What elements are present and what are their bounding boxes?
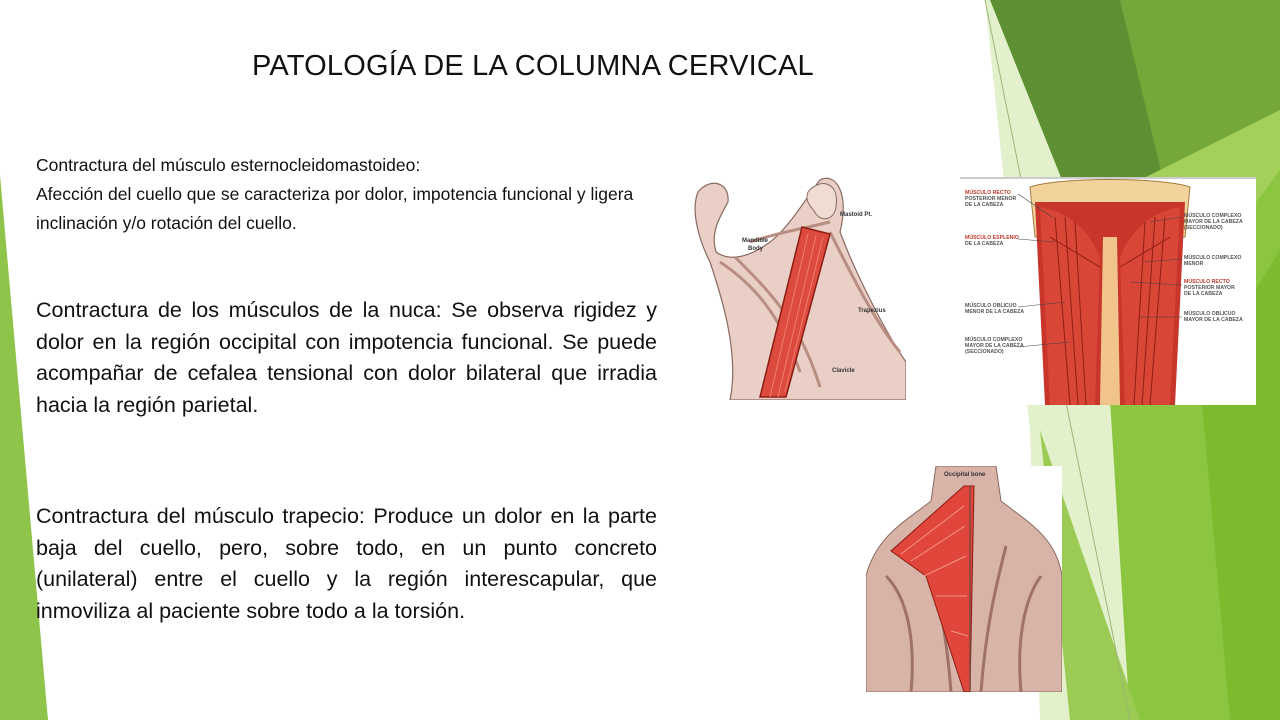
label-occipital: Occipital bone xyxy=(944,472,986,478)
label-complexo-right-1: MÚSCULO COMPLEXO xyxy=(1184,213,1242,219)
label-oblicuo-menor-2: MENOR DE LA CABEZA xyxy=(965,309,1025,315)
paragraph-sternocleidomastoid xyxy=(36,151,636,238)
label-clavicle: Clavicle xyxy=(832,368,855,374)
label-complexo-menor-1: MÚSCULO COMPLEXO xyxy=(1184,255,1242,261)
label-complexo-left-1: MÚSCULO COMPLEXO xyxy=(965,337,1023,343)
label-recto-menor-3: DE LA CABEZA xyxy=(965,202,1004,208)
label-complexo-left-2: MAYOR DE LA CABEZA xyxy=(965,343,1024,349)
label-complexo-right-3: (SECCIONADO) xyxy=(1184,225,1223,231)
posterior-neck-muscles-illustration xyxy=(960,177,1256,405)
trapezius-illustration xyxy=(866,466,1062,692)
left-green-triangle xyxy=(0,175,48,720)
label-complexo-right-2: MAYOR DE LA CABEZA xyxy=(1184,219,1243,225)
label-mastoid: Mastoid Pt. xyxy=(840,212,873,218)
paragraph-body: Afección del cuello que se caracteriza por dolor, impotencia funcional y ligera inclinación y/o rotación del cuello. xyxy=(36,184,634,233)
paragraph-trapezius: Contractura del músculo trapecio: Produce un dolor en la parte baja del cuello, pero, sobre todo, en un punto concreto (unilateral) entre el cuello y la región interescapular, que inmoviliza al paciente sobre todo a la torsión. xyxy=(36,504,657,623)
slide-title: PATOLOGÍA DE LA COLUMNA CERVICAL xyxy=(252,50,814,82)
paragraph-heading: Contractura del músculo esternocleidomastoideo: xyxy=(36,155,421,175)
label-recto-mayor-2: POSTERIOR MAYOR xyxy=(1184,285,1235,291)
label-recto-mayor-1: MÚSCULO RECTO xyxy=(1184,279,1230,285)
label-recto-menor-2: POSTERIOR MENOR xyxy=(965,196,1017,202)
label-body: Body xyxy=(748,246,763,252)
label-esplenio-2: DE LA CABEZA xyxy=(965,241,1004,247)
label-recto-mayor-3: DE LA CABEZA xyxy=(1184,291,1223,297)
label-recto-menor-1: MÚSCULO RECTO xyxy=(965,190,1011,196)
label-oblicuo-menor-1: MÚSCULO OBLICUO xyxy=(965,303,1017,309)
spinal-column xyxy=(1100,237,1120,405)
label-oblicuo-mayor-2: MAYOR DE LA CABEZA xyxy=(1184,317,1243,323)
neck-muscle-illustration xyxy=(690,172,906,400)
label-esplenio-1: MÚSCULO ESPLENIO xyxy=(965,235,1019,241)
label-mandible: Mandible xyxy=(742,238,769,244)
label-oblicuo-mayor-1: MÚSCULO OBLICUO xyxy=(1184,311,1236,317)
label-complexo-left-3: (SECCIONADO) xyxy=(965,349,1004,355)
label-trapezius: Trapezius xyxy=(858,308,886,314)
label-complexo-menor-2: MENOR xyxy=(1184,261,1204,267)
paragraph-neck-muscles: Contractura de los músculos de la nuca: Se observa rigidez y dolor en la región occipital con impotencia funcional. Se puede acompañar de cefalea tensional con dolor bilateral que irradia hacia la región parietal. xyxy=(36,298,657,417)
